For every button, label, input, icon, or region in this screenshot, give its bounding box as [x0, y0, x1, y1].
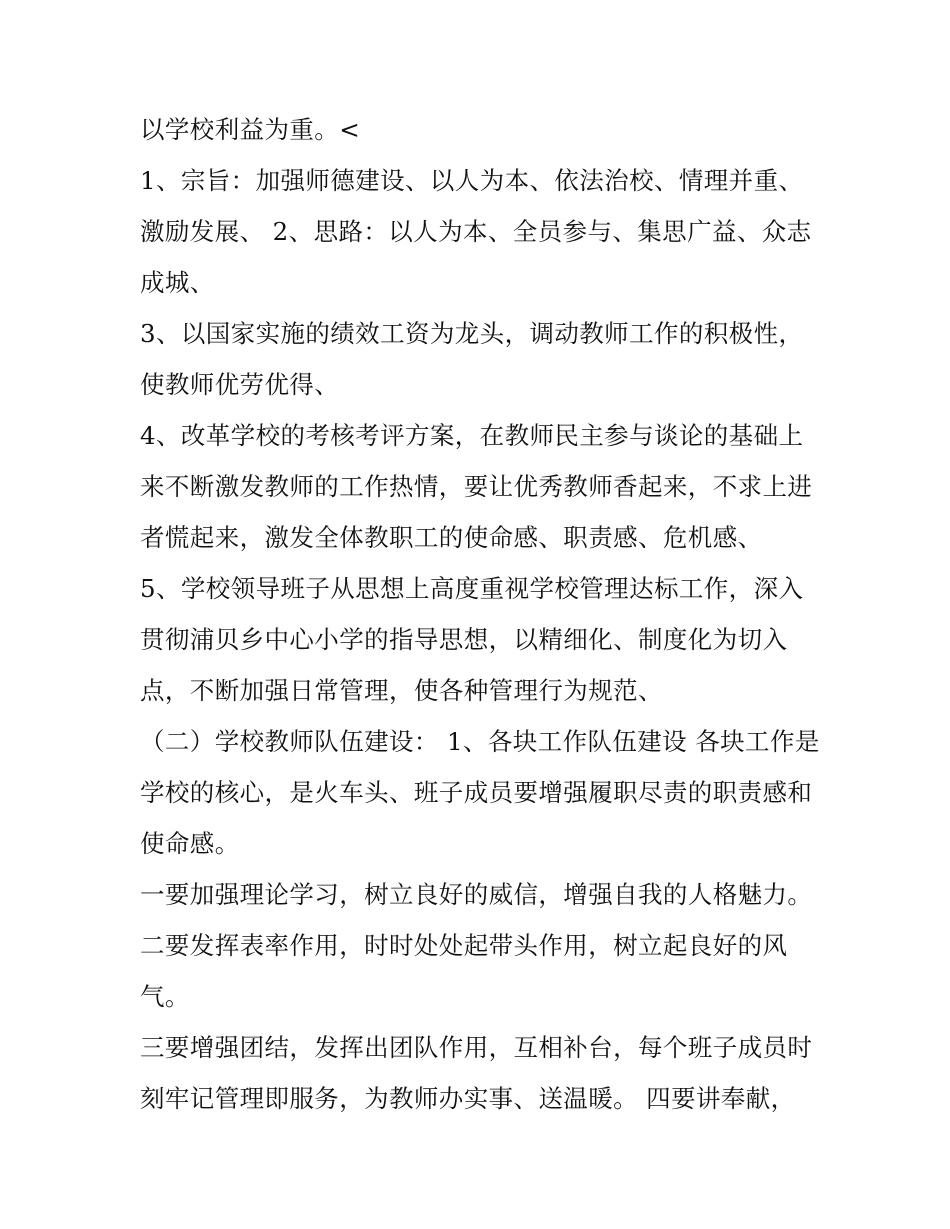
- text-line: 以学校利益为重。<: [140, 115, 361, 144]
- text-line: 学校的核心，是火车头、班子成员要增强履职尽责的职责感和: [140, 778, 813, 807]
- text-line: 使命感。: [140, 829, 240, 858]
- text-line: 4、改革学校的考核考评方案，在教师民主参与谈论的基础上: [140, 421, 804, 450]
- text-line: 1、宗旨：加强师德建设、以人为本、依法治校、情理并重、: [140, 166, 804, 195]
- text-line: 成城、: [140, 268, 215, 297]
- text-line: 一要加强理论学习，树立良好的威信，增强自我的人格魅力。: [140, 880, 813, 909]
- text-line: （二）学校教师队伍建设： 1、各块工作队伍建设 各块工作是: [140, 727, 820, 756]
- text-line: 贯彻浦贝乡中心小学的指导思想，以精细化、制度化为切入: [140, 625, 788, 654]
- text-line: 来不断激发教师的工作热情，要让优秀教师香起来，不求上进: [140, 472, 813, 501]
- text-line: 5、学校领导班子从思想上高度重视学校管理达标工作，深入: [140, 574, 804, 603]
- text-line: 使教师优劳优得、: [140, 370, 340, 399]
- text-line: 3、以国家实施的绩效工资为龙头，调动教师工作的积极性，: [140, 319, 804, 348]
- text-line: 气。: [140, 982, 190, 1011]
- text-line: 激励发展、 2、思路：以人为本、全员参与、集思广益、众志: [140, 217, 812, 246]
- text-line: 二要发挥表率作用，时时处处起带头作用，树立起良好的风: [140, 931, 788, 960]
- text-line: 者慌起来，激发全体教职工的使命感、职责感、危机感、: [140, 523, 763, 552]
- text-line: 刻牢记管理即服务，为教师办实事、送温暖。 四要讲奉献，: [140, 1084, 796, 1113]
- text-line: 三要增强团结，发挥出团队作用，互相补台，每个班子成员时: [140, 1033, 813, 1062]
- text-line: 点，不断加强日常管理，使各种管理行为规范、: [140, 676, 663, 705]
